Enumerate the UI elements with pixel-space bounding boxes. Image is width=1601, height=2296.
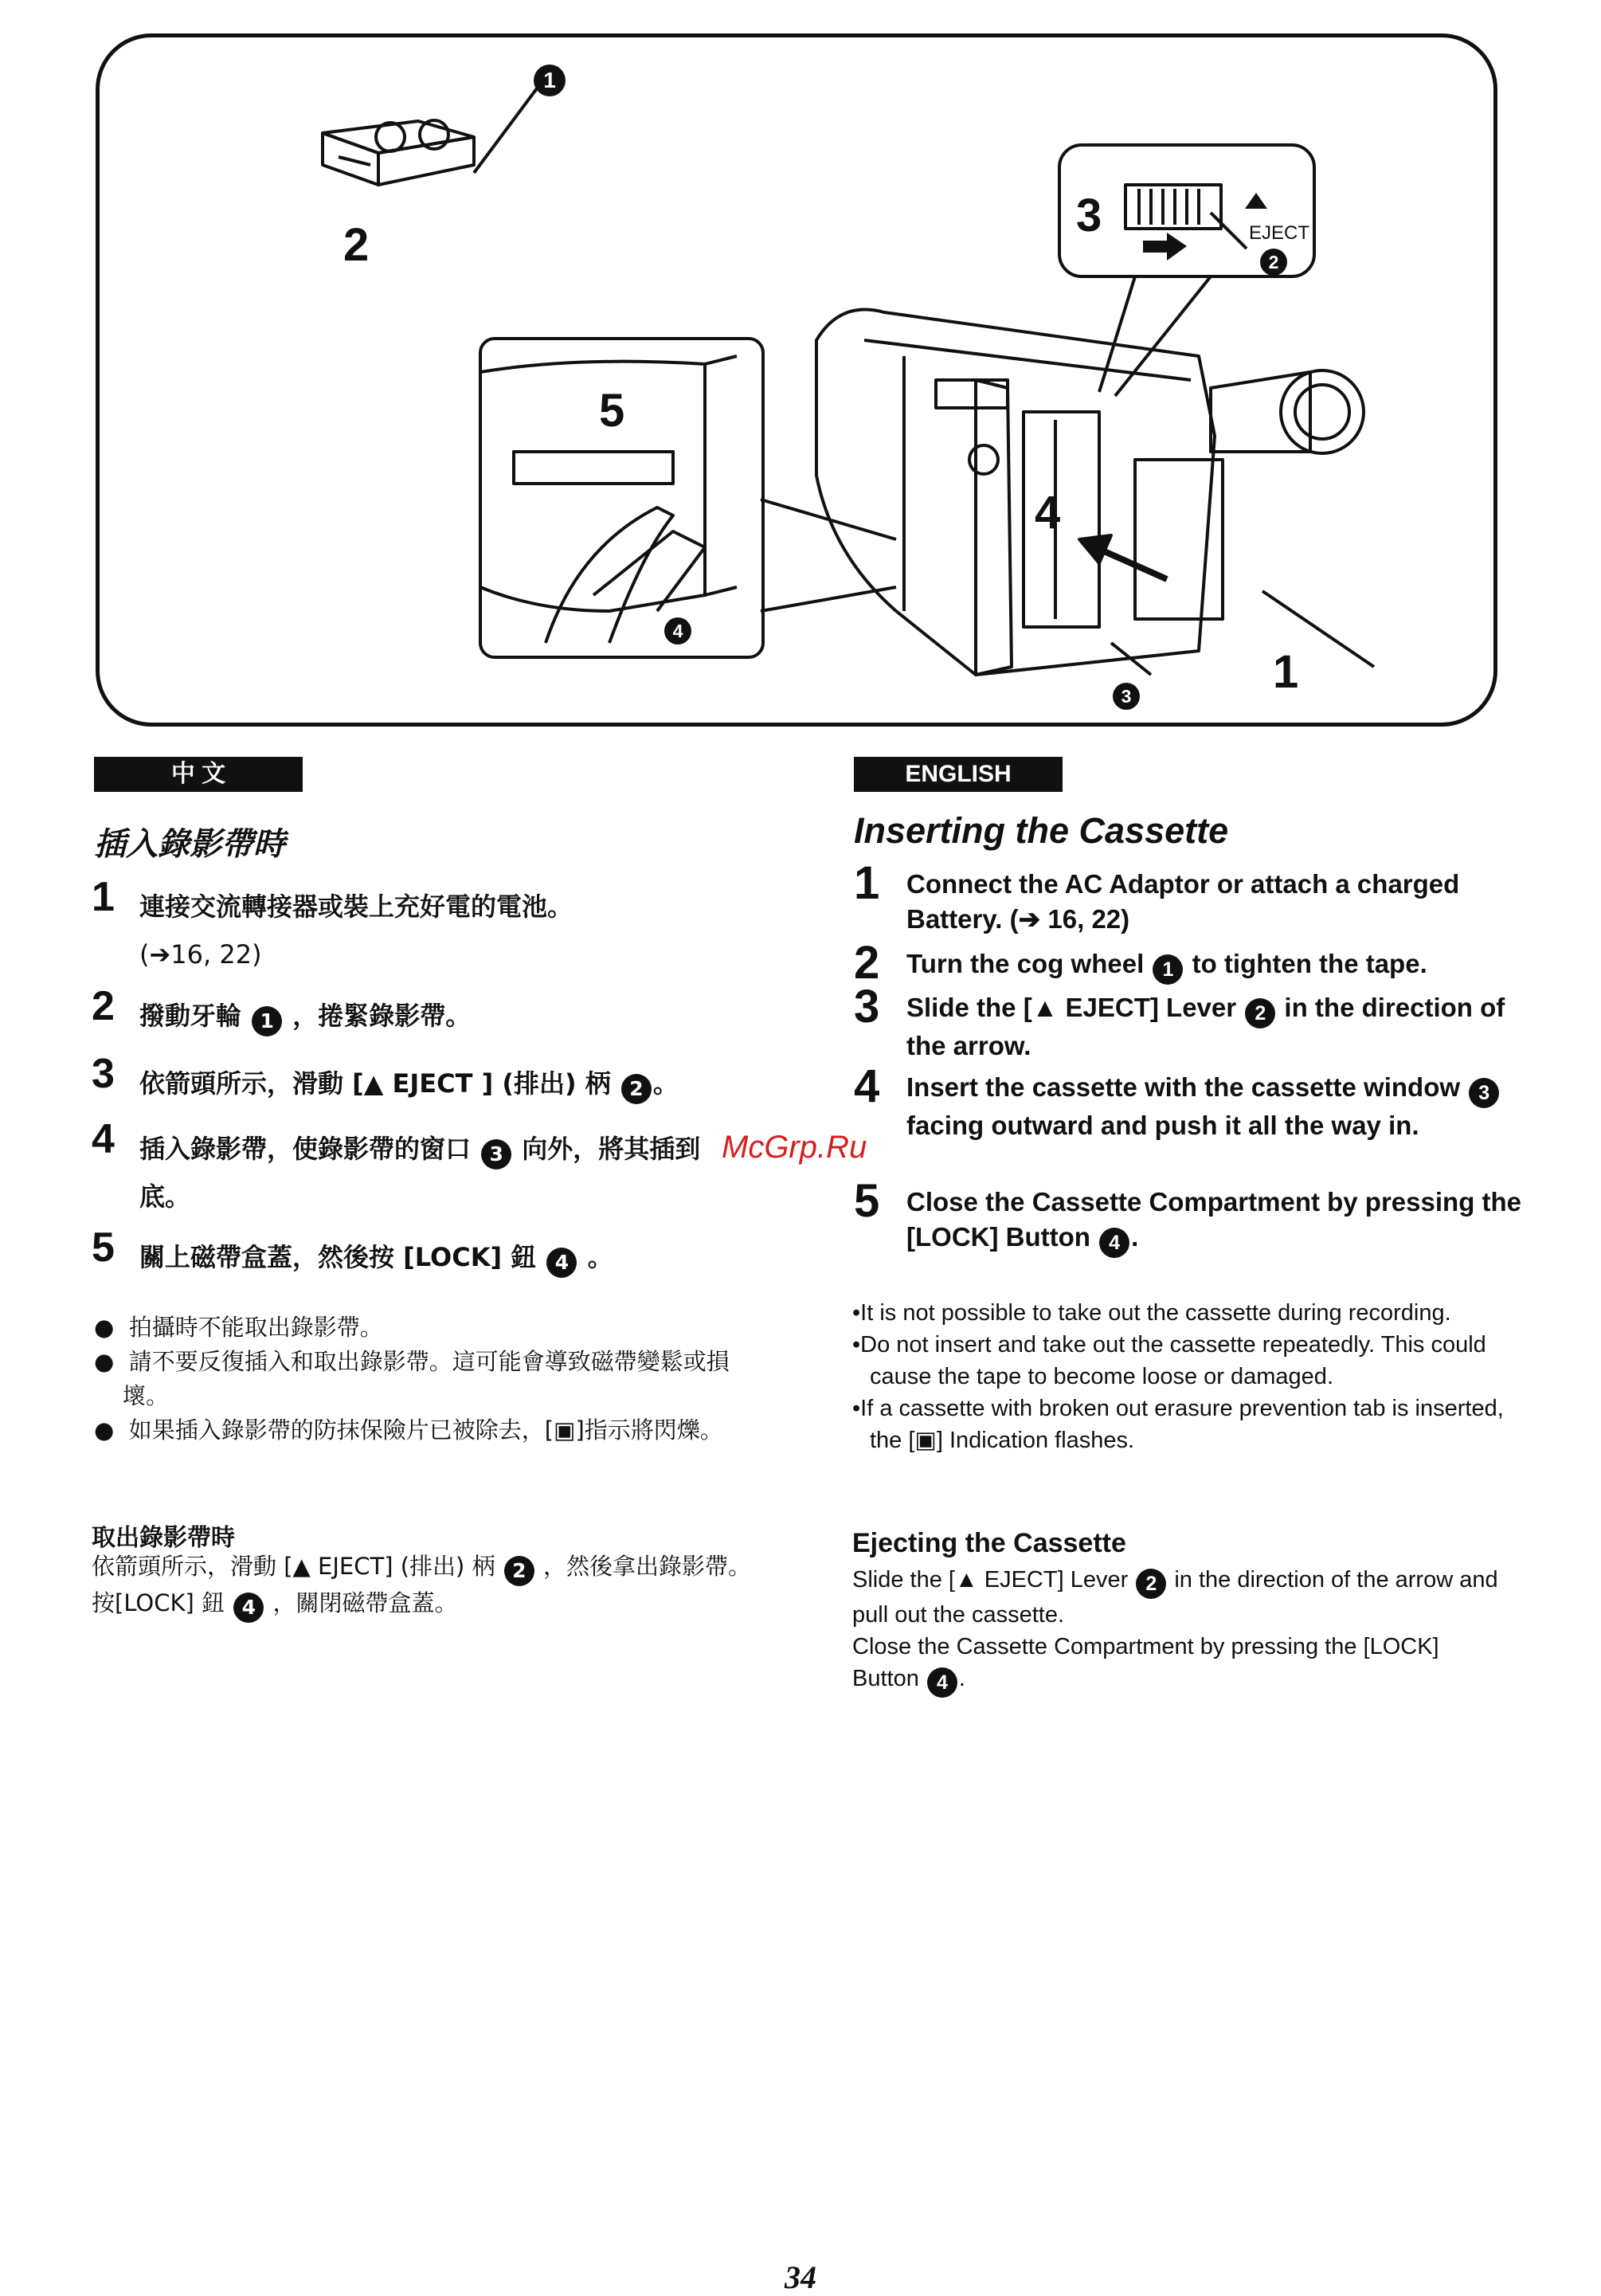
chinese-note: ● 請不要反復插入和取出錄影帶。這可能會導致磁帶變鬆或損壞。 — [94, 1348, 730, 1409]
english-label: ENGLISH — [854, 757, 1063, 792]
chinese-eject-text: 依箭頭所示，滑動 [▲ EJECT] (排出) 柄 2 ，然後拿出錄影帶。 按[LOCK] 鈕 4 ，關閉磁帶盒蓋。 — [92, 1550, 753, 1623]
circle-1-icon: 1 — [1153, 954, 1183, 985]
english-notes — [852, 1297, 1505, 1456]
circle-1-icon: 1 — [534, 65, 566, 96]
circle-2-icon: 2 — [504, 1556, 534, 1586]
callout-5: 5 — [599, 385, 625, 437]
page-number: 34 — [785, 2259, 816, 2295]
circle-3-icon: 3 — [1113, 683, 1140, 710]
chinese-notes — [94, 1311, 755, 1448]
circle-2-icon: 2 — [621, 1074, 652, 1104]
callout-4: 4 — [1035, 487, 1061, 539]
english-note: •Do not insert and take out the cassette repeatedly. This could cause the tape to become loose or damaged. — [852, 1332, 1486, 1389]
callout-1: 1 — [1273, 646, 1299, 698]
eject-label: EJECT — [1249, 222, 1310, 244]
english-eject-text: Slide the [▲ EJECT] Lever 2 in the direction of the arrow and pull out the cassette. Close the Cassette Compartment by pressing the [LOCK] Button 4 . — [852, 1564, 1505, 1698]
english-note: •If a cassette with broken out erasure prevention tab is inserted, the [▣] Indication flashes. — [852, 1396, 1504, 1453]
circle-4-icon: 4 — [546, 1248, 577, 1278]
circle-3-icon: 3 — [1469, 1078, 1499, 1108]
chinese-title: 插入錄影帶時 — [94, 826, 285, 863]
english-eject-heading: Ejecting the Cassette — [852, 1528, 1126, 1558]
circle-2-icon: 2 — [1245, 998, 1275, 1028]
circle-4-icon: 4 — [664, 617, 691, 645]
chinese-note: ● 如果插入錄影帶的防抹保險片已被除去，[▣]指示將閃爍。 — [94, 1416, 723, 1444]
callout-2: 2 — [343, 219, 370, 271]
chinese-label: 中 文 — [94, 757, 303, 792]
circle-4-icon: 4 — [1099, 1228, 1129, 1258]
callout-3: 3 — [1076, 190, 1102, 241]
circle-4-icon: 4 — [233, 1593, 264, 1623]
camcorder-drawing — [100, 37, 1493, 723]
chinese-eject-heading: 取出錄影帶時 — [92, 1524, 235, 1552]
english-title: Inserting the Cassette — [854, 810, 1229, 851]
watermark: McGrp.Ru — [722, 1130, 867, 1165]
circle-2-icon: 2 — [1260, 249, 1287, 276]
circle-3-icon: 3 — [481, 1139, 511, 1170]
cassette-illustration — [96, 33, 1497, 727]
circle-1-icon: 1 — [252, 1006, 282, 1036]
english-note: •It is not possible to take out the cassette during recording. — [852, 1300, 1451, 1326]
circle-2-icon: 2 — [1136, 1569, 1166, 1599]
chinese-note: ● 拍攝時不能取出錄影帶。 — [94, 1314, 383, 1341]
circle-4-icon: 4 — [927, 1667, 957, 1698]
